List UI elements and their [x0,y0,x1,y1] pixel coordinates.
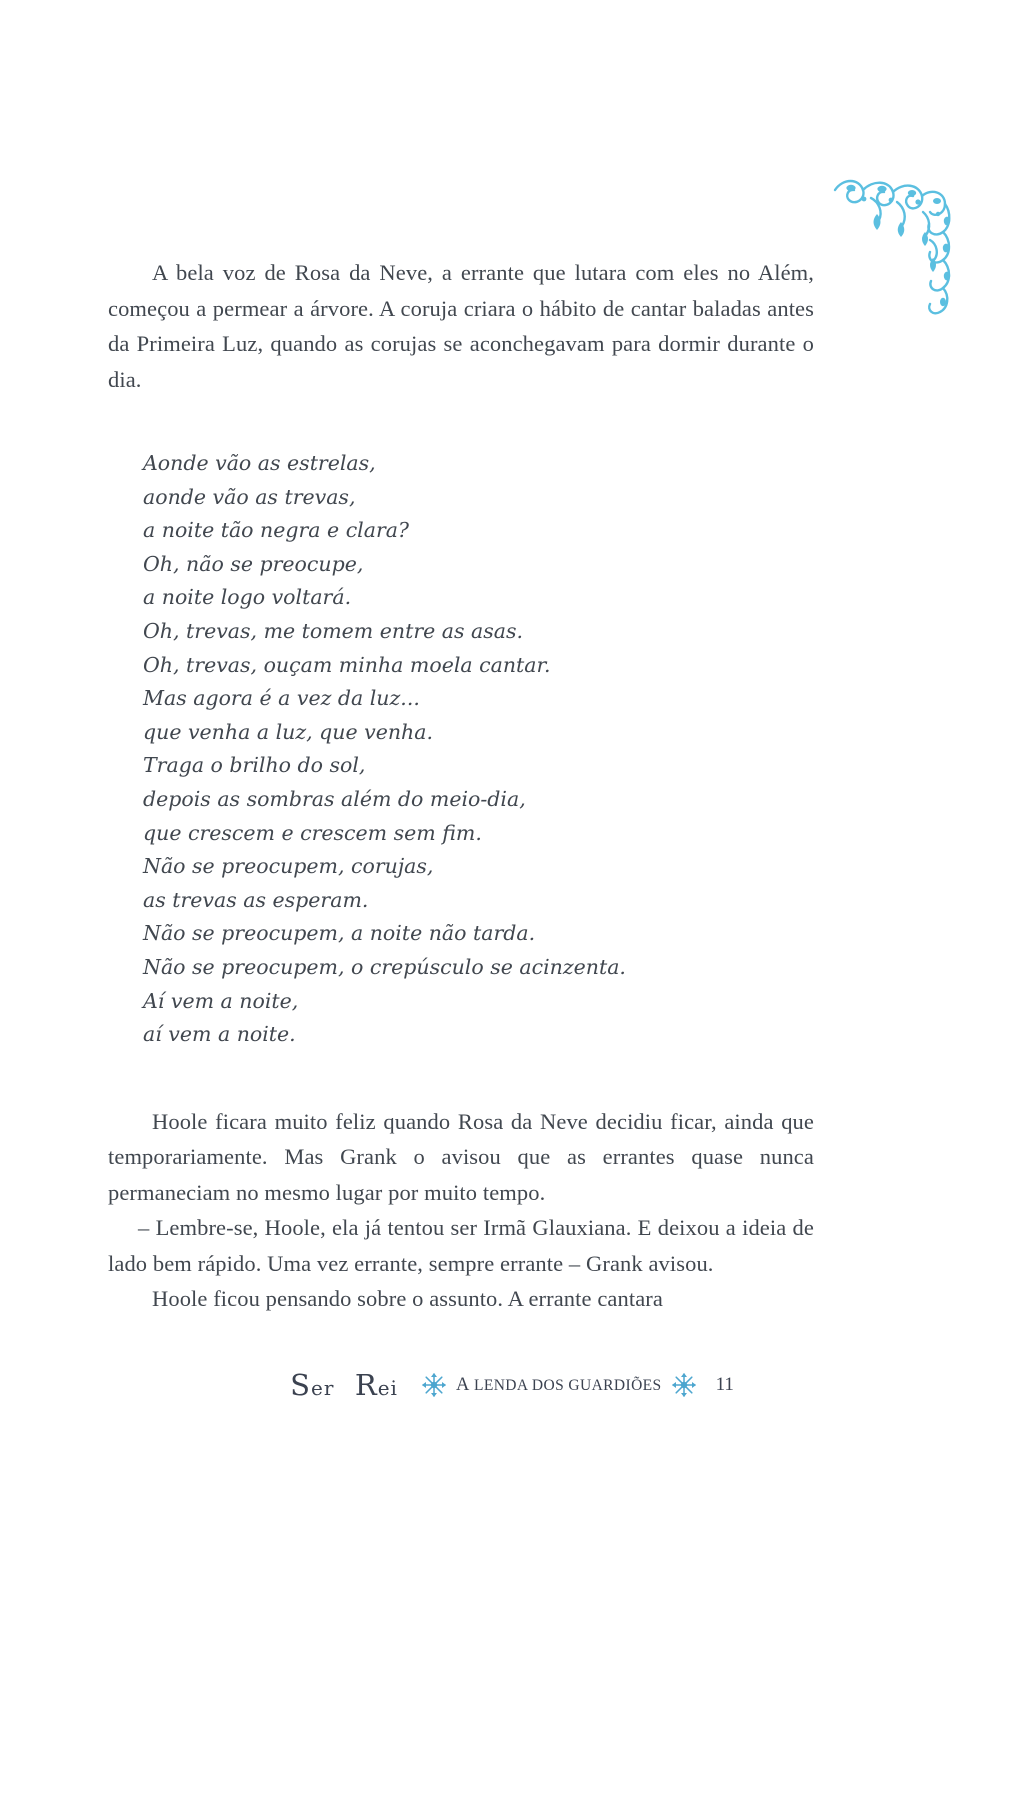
brand-sm-1: er [311,1376,335,1400]
brand-cap-1: S [290,1368,312,1402]
poem-line: as trevas as esperam. [143,887,369,912]
poem-block [108,447,814,1052]
poem-line: Traga o brilho do sol, [143,753,366,778]
series-brand [290,1368,398,1402]
poem-line: depois as sombras além do meio-dia, [143,786,526,811]
poem-line: Aí vem a noite, [143,988,299,1013]
floral-ornament-icon [827,168,962,318]
book-title-rest: LENDA DOS GUARDIÕES [469,1376,662,1394]
poem-line: a noite tão negra e clara? [143,518,409,543]
poem-line: Não se preocupem, o crepúsculo se acinzenta. [143,954,626,979]
paragraph-after-poem-3: Hoole ficou pensando sobre o assunto. A errante cantara [152,1286,663,1312]
page-footer [0,1368,1024,1402]
poem-line: Oh, trevas, ouçam minha moela cantar. [143,652,551,677]
poem-line: que venha a luz, que venha. [143,719,433,744]
paragraph-after-poem-1: Hoole ficara muito feliz quando Rosa da Neve decidiu ficar, ainda que temporariamente. Mas Grank o avisou que as errantes quase nunca permaneciam no mesmo lugar por muito tempo. [108,1108,814,1205]
poem-line: Mas agora é a vez da luz... [143,686,420,711]
poem-line: aonde vão as trevas, [143,484,356,509]
book-title-first: A [455,1374,470,1395]
snowflake-icon [670,1371,698,1399]
poem-line: Oh, trevas, me tomem entre as asas. [143,618,524,643]
poem-line: aí vem a noite. [143,1022,296,1047]
poem-line: que crescem e crescem sem fim. [143,820,482,845]
paragraph-after-poem-2: – Lembre-se, Hoole, ela já tentou ser Irmã Glauxiana. E deixou a ideia de lado bem rápido. Uma vez errante, sempre errante – Grank avisou. [108,1215,814,1276]
page-content [108,255,814,1317]
poem-line: Oh, não se preocupe, [143,551,364,576]
poem-line: Não se preocupem, a noite não tarda. [143,921,536,946]
book-title [456,1375,662,1396]
spacer [108,397,814,447]
snowflake-icon [420,1371,448,1399]
brand-sm-2: ei [377,1376,398,1400]
poem-line: Não se preocupem, corujas, [143,854,434,879]
poem-line: Aonde vão as estrelas, [143,451,376,475]
paragraph-intro: A bela voz de Rosa da Neve, a errante que lutara com eles no Além, começou a permear a árvore. A coruja criara o hábito de cantar baladas antes da Primeira Luz, quando as corujas se aconchegavam para dormir durante o dia. [108,260,814,392]
spacer [108,1052,814,1104]
poem-line: a noite logo voltará. [143,585,352,610]
page-number: 11 [715,1374,734,1395]
brand-cap-2: R [354,1368,378,1402]
